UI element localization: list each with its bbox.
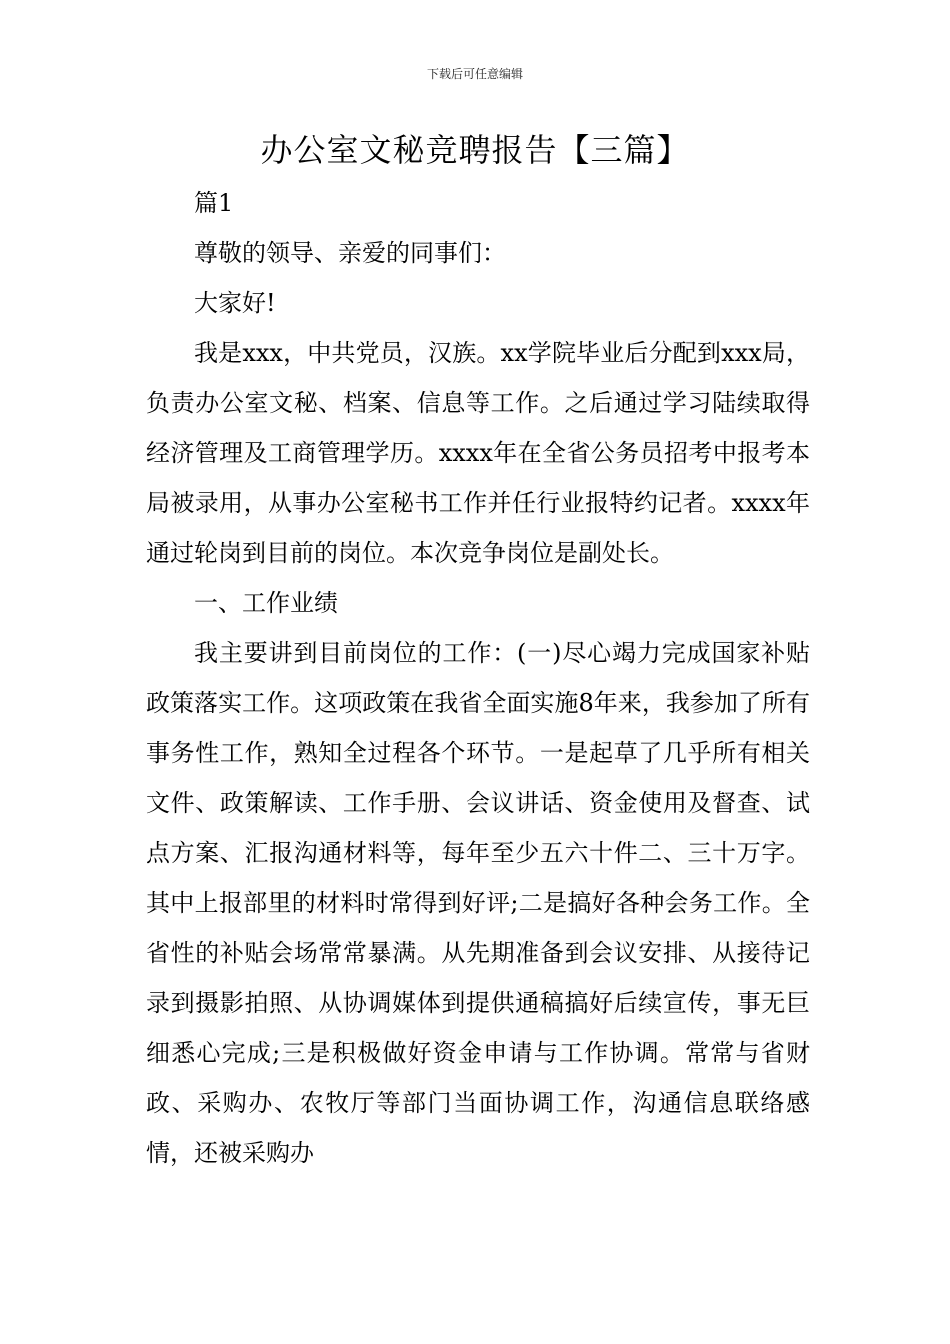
body-paragraph: 我主要讲到目前岗位的工作：(一)尽心竭力完成国家补贴政策落实工作。这项政策在我省全面实施8年来，我参加了所有事务性工作，熟知全过程各个环节。一是起草了几乎所有相关文件、政策解读、工作手册、会议讲话、资金使用及督查、试点方案、汇报沟通材料等，每年至少五六十件二、三十万字。其中上报部里的材料时常得到好评;二是搞好各种会务工作。全省性的补贴会场常常暴满。从先期准备到会议安排、从接待记录到摄影拍照、从协调媒体到提供通稿搞好后续宣传，事无巨细悉心完成;三是积极做好资金申请与工作协调。常常与省财政、采购办、农牧厅等部门当面协调工作，沟通信息联络感情，还被采购办 bbox=[146, 639, 810, 1167]
document-body bbox=[146, 178, 810, 1178]
salutation: 尊敬的领导、亲爱的同事们： bbox=[194, 239, 506, 267]
section-label: 篇1 bbox=[194, 189, 234, 217]
document-title: 办公室文秘竞聘报告【三篇】 bbox=[260, 131, 690, 169]
greeting: 大家好! bbox=[194, 289, 276, 317]
page-header-note: 下载后可任意编辑 bbox=[426, 67, 523, 81]
body-paragraph: 我是xxx，中共党员，汉族。xx学院毕业后分配到xxx局，负责办公室文秘、档案、信息等工作。之后通过学习陆续取得经济管理及工商管理学历。xxxx年在全省公务员招考中报考本局被录用，从事办公室秘书工作并任行业报特约记者。xxxx年通过轮岗到目前的岗位。本次竞争岗位是副处长。 bbox=[146, 339, 810, 567]
section-heading: 一、工作业绩 bbox=[194, 589, 338, 617]
